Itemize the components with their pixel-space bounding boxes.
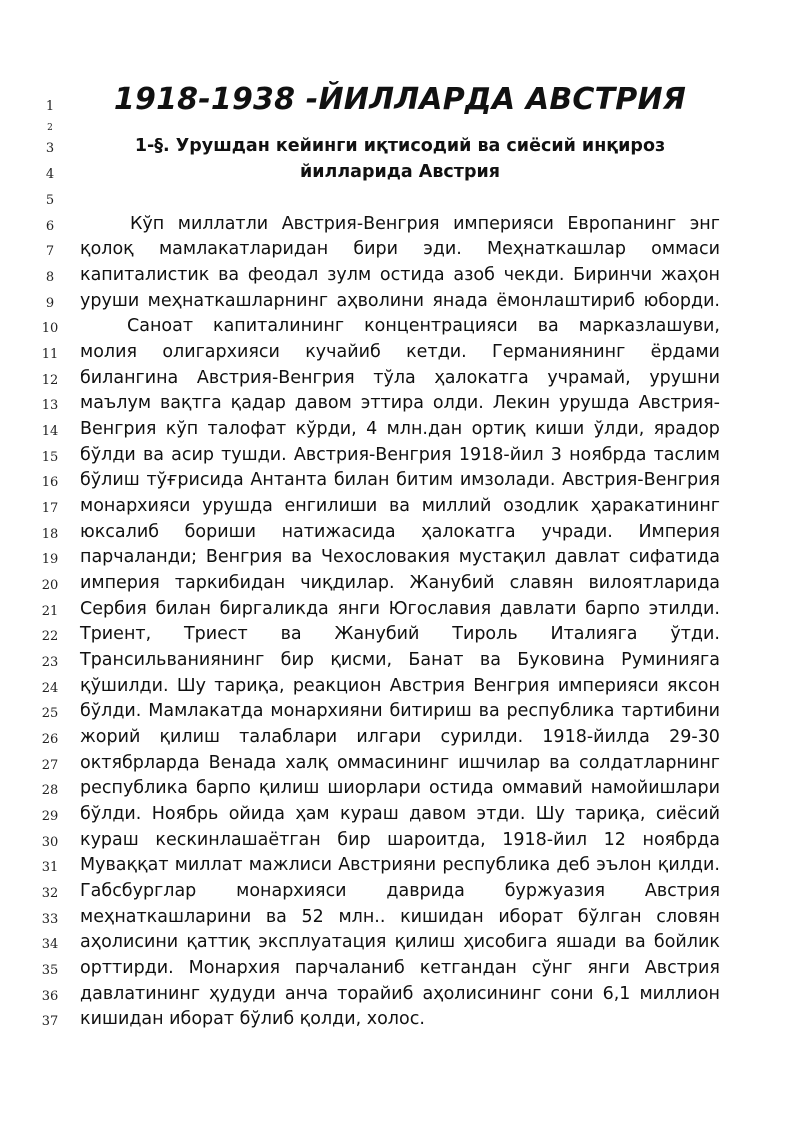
word: Меҳнаткашлар <box>487 239 626 259</box>
body-line <box>80 390 720 416</box>
word: қилиш <box>159 727 220 747</box>
word: словян <box>656 907 720 927</box>
word: реакцион <box>292 676 382 696</box>
word: ўлди, <box>593 419 645 439</box>
word: 4 <box>366 419 378 439</box>
body-line <box>80 519 720 545</box>
word: илгари <box>356 727 422 747</box>
word: Антанта <box>250 470 328 490</box>
word: ўтди. <box>670 624 720 644</box>
word: давлатининг <box>80 984 201 1004</box>
word: қаттиқ <box>186 932 250 952</box>
line-number: 7 <box>45 244 55 259</box>
body-line <box>80 416 720 442</box>
word: чиқдилар. <box>300 573 395 593</box>
line-number: 10 <box>41 321 59 336</box>
body-line <box>80 467 720 493</box>
word: империя <box>80 573 160 593</box>
body-line <box>80 236 720 262</box>
word: кетди. <box>406 342 467 362</box>
word: кескинлашаётган <box>155 830 321 850</box>
body-line <box>80 596 720 622</box>
word: Кўп <box>130 214 165 234</box>
word: бўлиш <box>80 470 140 490</box>
line-number: 5 <box>45 193 55 208</box>
word: вақтга <box>159 393 222 413</box>
word: Триент, <box>80 624 152 644</box>
word: республика <box>506 701 615 721</box>
body-line <box>80 955 720 981</box>
line-number: 23 <box>41 655 59 670</box>
word: маълум <box>80 393 152 413</box>
word: Руминияга <box>621 650 720 670</box>
word: капиталистик <box>80 265 210 285</box>
word: асир <box>171 445 214 465</box>
word: монархияси <box>80 496 191 516</box>
word: иборат <box>498 907 564 927</box>
word: яшади <box>555 932 617 952</box>
body-line <box>80 493 720 519</box>
page-title: 1918-1938 -ЙИЛЛАРДА АВСТРИЯ <box>113 82 687 117</box>
body-line <box>80 827 720 853</box>
word: 29-30 <box>669 727 720 747</box>
word: Габсбурглар <box>80 881 197 901</box>
body-line <box>80 904 720 930</box>
word: ва <box>478 701 500 721</box>
line-number: 9 <box>45 296 55 311</box>
word: остида <box>429 778 494 798</box>
word: билан <box>333 470 390 490</box>
word: Австрия- <box>638 393 720 413</box>
word: тўғрисида <box>146 470 244 490</box>
word: Венада <box>208 753 277 773</box>
word: Тироль <box>452 624 518 644</box>
word: сурилди. <box>440 727 524 747</box>
word: урушни <box>649 368 720 388</box>
word: билангина <box>80 368 179 388</box>
line-number: 28 <box>41 783 59 798</box>
body-line <box>80 570 720 596</box>
word: кетгандан <box>419 958 517 978</box>
word: Саноат <box>127 316 194 336</box>
word: учрамай, <box>547 368 631 388</box>
word: ортиқ <box>471 419 526 439</box>
word: оммавий <box>501 778 583 798</box>
word: Жанубий <box>334 624 420 644</box>
word: сўнг <box>531 958 573 978</box>
word: Венгрия <box>80 419 157 439</box>
word: давлат <box>554 547 621 567</box>
word: Биринчи <box>573 265 653 285</box>
word: империяси <box>557 676 659 696</box>
body-line <box>130 211 720 237</box>
word: оммасининг <box>336 753 450 773</box>
word: 12 <box>603 830 626 850</box>
word: Германиянинг <box>492 342 626 362</box>
word: ноябрда <box>569 445 647 465</box>
word: ва <box>624 932 646 952</box>
line-number: 18 <box>41 527 59 542</box>
word: аҳволини <box>336 291 424 311</box>
word: парчаланди; <box>80 547 198 567</box>
word: 1918-йил <box>458 445 544 465</box>
word: Австрия-Венгрия <box>562 470 720 490</box>
line-number: 12 <box>41 373 59 388</box>
word: монархияни <box>270 701 383 721</box>
word: ҳам <box>295 804 330 824</box>
word: ҳалокатга <box>434 368 529 388</box>
word: миллион <box>639 984 720 1004</box>
body-line <box>80 775 720 801</box>
line-number: 4 <box>45 167 55 182</box>
line-number: 24 <box>41 681 59 696</box>
line-number: 20 <box>41 578 59 593</box>
line-number: 33 <box>41 912 59 927</box>
word: жорий <box>80 727 141 747</box>
line-number: 26 <box>41 732 59 747</box>
word: кўрди, <box>295 419 357 439</box>
word: анча <box>284 984 329 1004</box>
word: вилоятларида <box>588 573 720 593</box>
word: Венгрия <box>205 547 283 567</box>
word: ойида <box>228 804 285 824</box>
word: 3 <box>550 445 562 465</box>
word: даврида <box>386 881 465 901</box>
word: жаҳон <box>660 265 720 285</box>
word: давлати <box>499 599 577 619</box>
word: 1918-йилда <box>542 727 650 747</box>
word: буржуазия <box>504 881 606 901</box>
word: шароитда, <box>387 830 486 850</box>
body-line <box>80 929 720 955</box>
word: солдатларнинг <box>578 753 720 773</box>
word: Австрия <box>389 676 465 696</box>
word: ва <box>218 265 240 285</box>
body-line <box>80 724 720 750</box>
word: ҳудуди <box>209 984 276 1004</box>
word: мажлиси <box>248 855 333 875</box>
word: эълон <box>596 855 652 875</box>
word: янги <box>587 958 630 978</box>
word: таслим <box>653 445 720 465</box>
word: бориши <box>184 522 256 542</box>
line-number: 34 <box>41 937 59 952</box>
word: бири <box>353 239 398 259</box>
word: ва <box>280 624 302 644</box>
word: юксалиб <box>80 522 159 542</box>
line-number: 15 <box>41 450 59 465</box>
word: бир <box>280 650 314 670</box>
word: қилиш <box>394 932 456 952</box>
line-number: 30 <box>41 835 59 850</box>
word: меҳнаткашларнинг <box>147 291 329 311</box>
word: бир <box>337 830 371 850</box>
line-number: 27 <box>41 758 59 773</box>
word: битириш <box>389 701 472 721</box>
word: октябрларда <box>80 753 200 773</box>
word: билан <box>155 599 211 619</box>
word: молия <box>80 342 137 362</box>
line-number: 29 <box>41 809 59 824</box>
word: республика <box>80 778 188 798</box>
word: уруши <box>80 291 140 311</box>
word: киши <box>534 419 585 439</box>
word: талофат <box>207 419 287 439</box>
word: таркибидан <box>174 573 286 593</box>
word: давом <box>294 393 352 413</box>
body-line <box>80 673 720 699</box>
line-number: 6 <box>45 219 55 234</box>
line-number: 1 <box>45 99 55 114</box>
word: учради. <box>541 522 613 542</box>
body-line <box>80 647 720 673</box>
word: урушда <box>202 496 273 516</box>
word: млн.. <box>338 907 386 927</box>
line-number: 17 <box>41 501 59 516</box>
body-line <box>80 878 720 904</box>
word: қўшилди. <box>80 676 169 696</box>
word: концентрацияси <box>364 316 518 336</box>
line-number: 25 <box>41 706 59 721</box>
word: Европанинг <box>567 214 677 234</box>
word: биргаликда <box>219 599 329 619</box>
line-number: 21 <box>41 604 59 619</box>
word: Буковина <box>517 650 605 670</box>
word: Сербия <box>80 599 147 619</box>
word: марказлашуви, <box>578 316 720 336</box>
word: республика <box>442 855 551 875</box>
word: озодлик <box>503 496 580 516</box>
word: қадар <box>230 393 286 413</box>
word: Монархия <box>188 958 280 978</box>
line-number: 14 <box>41 424 59 439</box>
line-number: 37 <box>41 1014 59 1029</box>
line-number: 11 <box>41 347 59 362</box>
word: Лекин <box>492 393 551 413</box>
word: Чехословакия <box>321 547 450 567</box>
word: 1918-йил <box>502 830 588 850</box>
word: эттира <box>360 393 424 413</box>
word: олигархияси <box>162 342 280 362</box>
word: Муваққат <box>80 855 169 875</box>
body-line <box>80 852 720 878</box>
word: барпо <box>585 599 640 619</box>
word: барпо <box>196 778 251 798</box>
word: ва <box>479 650 501 670</box>
word: чекди. <box>503 265 565 285</box>
word: Австрия-Венгрия <box>281 214 440 234</box>
word: Жанубий <box>409 573 495 593</box>
word: славян <box>509 573 574 593</box>
word: ёрдами <box>650 342 720 362</box>
word: қилди. <box>657 855 720 875</box>
word: бўлди. <box>80 701 142 721</box>
word: Австрия-Венгрия <box>196 368 355 388</box>
word: ёмонлаштириб <box>496 291 636 311</box>
word: 52 <box>301 907 324 927</box>
word: ва <box>265 907 287 927</box>
word: тартибини <box>621 701 720 721</box>
word: эди. <box>423 239 462 259</box>
word: ишчилар <box>458 753 541 773</box>
word: капиталининг <box>213 316 345 336</box>
word: миллат <box>174 855 243 875</box>
word: Югославия <box>388 599 492 619</box>
word: мамлакатларидан <box>158 239 329 259</box>
word: енгилиши <box>284 496 378 516</box>
word: энг <box>689 214 720 234</box>
word: Империя <box>638 522 720 542</box>
word: миллий <box>421 496 492 516</box>
word: урушда <box>558 393 630 413</box>
word: Банат <box>408 650 464 670</box>
section-subtitle: 1-§. Урушдан кейинги иқтисодий ва сиёсий инқироз <box>134 136 666 156</box>
word: тариқа, <box>214 676 285 696</box>
word: империяси <box>453 214 554 234</box>
word: мустақил <box>458 547 546 567</box>
word: ҳисобига <box>463 932 548 952</box>
word: млн.дан <box>386 419 463 439</box>
word: бойлик <box>653 932 720 952</box>
word: остида <box>379 265 445 285</box>
word: ярадор <box>653 419 720 439</box>
word: орттирди. <box>80 958 174 978</box>
word: кураш <box>80 830 139 850</box>
word: этилди. <box>648 599 720 619</box>
word: парчаланиб <box>294 958 405 978</box>
line-number: 19 <box>41 552 59 567</box>
word: монархияси <box>236 881 347 901</box>
word: Шу <box>535 804 565 824</box>
body-line <box>80 981 720 1007</box>
line-number: 13 <box>41 398 59 413</box>
word: ҳаракатининг <box>590 496 720 516</box>
word: давом <box>409 804 467 824</box>
word: деб <box>556 855 591 875</box>
word: халқ <box>285 753 329 773</box>
word: ва <box>388 496 410 516</box>
line-number: 2 <box>47 123 53 133</box>
line-number: 36 <box>41 989 59 1004</box>
word: битим <box>396 470 454 490</box>
body-line <box>127 313 720 339</box>
line-number: 32 <box>41 886 59 901</box>
word: Австрия-Венгрия <box>293 445 452 465</box>
word: қисми, <box>330 650 393 670</box>
word: аҳолисининг <box>422 984 542 1004</box>
word: имзолади. <box>459 470 556 490</box>
word: бўлган <box>577 907 642 927</box>
word: қилиш <box>258 778 320 798</box>
word: тушди. <box>221 445 287 465</box>
word: меҳнаткашларини <box>80 907 252 927</box>
line-number: 35 <box>41 963 59 978</box>
word: ва <box>549 753 571 773</box>
word: Австрияни <box>338 855 437 875</box>
word: ва <box>142 445 164 465</box>
word: юборди. <box>643 291 720 311</box>
word: Трансильваниянинг <box>80 650 265 670</box>
body-line <box>80 339 720 365</box>
word: талаблари <box>239 727 338 747</box>
line-number: 3 <box>45 141 55 156</box>
body-line <box>80 621 720 647</box>
word: янги <box>337 599 380 619</box>
body-line: кишидан иборат бўлиб қолди, холос. <box>80 1009 425 1029</box>
word: тўла <box>373 368 416 388</box>
word: кишидан <box>400 907 484 927</box>
body-line <box>80 442 720 468</box>
word: яксон <box>667 676 720 696</box>
word: Ноябрь <box>151 804 219 824</box>
word: бўлди. <box>80 804 142 824</box>
line-number: 31 <box>41 860 59 875</box>
word: кўп <box>165 419 199 439</box>
word: Австрия <box>644 881 720 901</box>
word: Италияга <box>550 624 638 644</box>
word: 6,1 <box>602 984 631 1004</box>
word: ҳалокатга <box>421 522 516 542</box>
word: зулм <box>327 265 372 285</box>
body-line <box>80 288 720 314</box>
word: миллатли <box>177 214 269 234</box>
word: сиёсий <box>655 804 720 824</box>
word: намойишлари <box>590 778 720 798</box>
body-line <box>80 365 720 391</box>
word: тариқа, <box>575 804 646 824</box>
word: Мамлакатда <box>148 701 264 721</box>
word: эксплуатация <box>258 932 387 952</box>
word: Австрия <box>644 958 720 978</box>
word: Венгрия <box>473 676 550 696</box>
word: этди. <box>476 804 526 824</box>
body-line <box>80 544 720 570</box>
word: феодал <box>247 265 319 285</box>
word: ва <box>291 547 313 567</box>
word: қолоқ <box>80 239 134 259</box>
body-line <box>80 750 720 776</box>
word: Триест <box>183 624 248 644</box>
word: шиорлари <box>327 778 421 798</box>
line-number: 16 <box>41 475 59 490</box>
word: оммаси <box>651 239 720 259</box>
word: ва <box>537 316 559 336</box>
word: аҳолисини <box>80 932 179 952</box>
body-line <box>80 262 720 288</box>
word: торайиб <box>337 984 414 1004</box>
line-number: 8 <box>45 270 55 285</box>
word: ноябрда <box>642 830 720 850</box>
word: кучайиб <box>305 342 381 362</box>
word: янада <box>432 291 488 311</box>
word: кураш <box>340 804 399 824</box>
section-subtitle: йилларида Австрия <box>300 162 500 182</box>
line-number: 22 <box>41 629 59 644</box>
word: сони <box>550 984 594 1004</box>
body-line <box>80 801 720 827</box>
word: Шу <box>176 676 206 696</box>
body-line <box>80 698 720 724</box>
word: бўлди <box>80 445 136 465</box>
word: сифатида <box>628 547 720 567</box>
word: олди. <box>432 393 484 413</box>
word: натижасида <box>281 522 396 542</box>
word: азоб <box>453 265 495 285</box>
